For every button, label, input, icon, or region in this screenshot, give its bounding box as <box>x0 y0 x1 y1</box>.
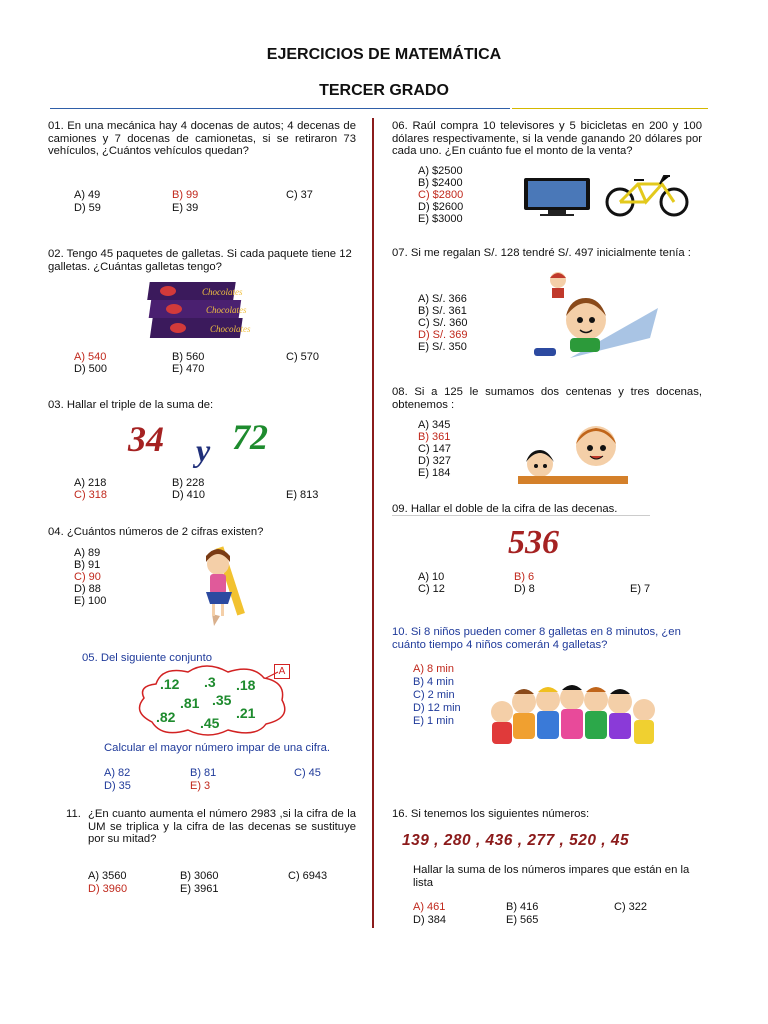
q11-option-d[interactable]: D) 3960 <box>88 883 128 895</box>
q03-option-b[interactable]: B) 228 <box>172 477 205 489</box>
q02-option-c[interactable]: C) 570 <box>286 351 320 363</box>
bicycle-image <box>604 172 692 218</box>
question-11-number: 11. <box>66 808 81 820</box>
q01-option-a[interactable]: A) 49 <box>74 189 101 201</box>
q07-option-e[interactable]: E) S/. 350 <box>418 341 467 353</box>
cookie-boxes-image <box>146 280 250 342</box>
q11-option-e[interactable]: E) 3961 <box>180 883 219 895</box>
q05-option-b[interactable]: B) 81 <box>190 767 217 779</box>
q16-option-c[interactable]: C) 322 <box>614 901 648 913</box>
q09-option-a[interactable]: A) 10 <box>418 571 445 583</box>
q06-option-c[interactable]: C) $2800 <box>418 189 464 201</box>
q02-option-b[interactable]: B) 560 <box>172 351 205 363</box>
q01-option-c[interactable]: C) 37 <box>286 189 313 201</box>
q16-prompt: Hallar la suma de los números impares que están en la lista <box>413 864 690 889</box>
q10-option-c[interactable]: C) 2 min <box>413 689 455 701</box>
set-value-3: .18 <box>236 677 256 693</box>
column-divider <box>372 118 374 928</box>
q09-underline <box>392 515 650 516</box>
q04-option-d[interactable]: D) 88 <box>74 583 101 595</box>
question-02: 02. Tengo 45 paquetes de galletas. Si cada paquete tiene 12 galletas. ¿Cuántas galletas tengo? <box>48 248 352 273</box>
q11-option-a[interactable]: A) 3560 <box>88 870 127 882</box>
header-rule-blue <box>50 108 510 109</box>
set-value-1: .12 <box>160 676 180 692</box>
q09-number: 536 <box>508 524 559 561</box>
question-03: 03. Hallar el triple de la suma de: <box>48 399 214 411</box>
q16-option-a[interactable]: A) 461 <box>413 901 446 913</box>
q05-prompt: Calcular el mayor número impar de una cifra. <box>104 742 331 754</box>
q07-option-b[interactable]: B) S/. 361 <box>418 305 467 317</box>
q10-option-d[interactable]: D) 12 min <box>413 702 461 714</box>
q03-option-d[interactable]: D) 410 <box>172 489 206 501</box>
question-06: 06. Raúl compra 10 televisores y 5 bicicletas en 200 y 100 dólares respectivamente, si la vende ganando 20 dólares por cada uno. ¿En cuánto fue el monto de la venta? <box>392 120 702 157</box>
question-10: 10. Si 8 niños pueden comer 8 galletas en 8 minutos, ¿en cuánto tiempo 4 niños comerán 4 galletas? <box>392 626 681 651</box>
question-01: 01. En una mecánica hay 4 docenas de autos; 4 decenas de camiones y 7 docenas de camionetas, si se retiraron 73 vehículos, ¿Cuántos vehículos quedan? <box>48 120 356 157</box>
q09-option-e[interactable]: E) 7 <box>630 583 651 595</box>
q11-option-b[interactable]: B) 3060 <box>180 870 219 882</box>
set-tag-a: A <box>274 664 290 679</box>
q03-option-c[interactable]: C) 318 <box>74 489 108 501</box>
q16-number-list: 139 , 280 , 436 , 277 , 520 , 45 <box>402 832 630 849</box>
question-08: 08. Si a 125 le sumamos dos centenas y tres docenas, obtenemos : <box>392 386 702 411</box>
children-group-image <box>488 672 666 752</box>
box-label-3: Chocolates <box>210 324 251 334</box>
question-07: 07. Si me regalan S/. 128 tendré S/. 497 inicialmente tenía : <box>392 247 691 259</box>
q08-option-e[interactable]: E) 184 <box>418 467 451 479</box>
question-16: 16. Si tenemos los siguientes números: <box>392 808 590 820</box>
q03-connector: y <box>196 432 211 468</box>
q08-option-d[interactable]: D) 327 <box>418 455 452 467</box>
q05-option-a[interactable]: A) 82 <box>104 767 131 779</box>
q08-option-a[interactable]: A) 345 <box>418 419 451 431</box>
q03-option-e[interactable]: E) 813 <box>286 489 319 501</box>
set-value-8: .45 <box>200 715 220 731</box>
q16-option-b[interactable]: B) 416 <box>506 901 539 913</box>
q16-option-d[interactable]: D) 384 <box>413 914 447 926</box>
q05-option-e[interactable]: E) 3 <box>190 780 211 792</box>
question-11: ¿En cuanto aumenta el número 2983 ,si la cifra de la UM se triplica y la cifra de las decenas se sustituye por su mitad? <box>88 808 356 845</box>
q07-option-c[interactable]: C) S/. 360 <box>418 317 468 329</box>
set-value-5: .35 <box>212 692 232 708</box>
box-label-2: Chocolates <box>206 305 247 315</box>
page-subtitle: TERCER GRADO <box>319 82 449 99</box>
q04-option-e[interactable]: E) 100 <box>74 595 107 607</box>
children-at-desk-image <box>518 422 628 484</box>
television-image <box>522 176 592 218</box>
q09-option-c[interactable]: C) 12 <box>418 583 445 595</box>
set-value-7: .21 <box>236 705 256 721</box>
q02-option-d[interactable]: D) 500 <box>74 363 108 375</box>
q07-option-a[interactable]: A) S/. 366 <box>418 293 467 305</box>
q10-option-a[interactable]: A) 8 min <box>413 663 454 675</box>
q03-number-b: 72 <box>232 417 268 457</box>
boy-sliding-image <box>530 268 660 368</box>
q07-option-d[interactable]: D) S/. 369 <box>418 329 468 341</box>
q10-option-e[interactable]: E) 1 min <box>413 715 454 727</box>
question-05: 05. Del siguiente conjunto <box>82 652 213 664</box>
q10-option-b[interactable]: B) 4 min <box>413 676 454 688</box>
question-09: 09. Hallar el doble de la cifra de las decenas. <box>392 503 618 515</box>
q09-option-d[interactable]: D) 8 <box>514 583 535 595</box>
header-rule-yellow <box>512 108 708 109</box>
q05-option-d[interactable]: D) 35 <box>104 780 131 792</box>
q05-option-c[interactable]: C) 45 <box>294 767 321 779</box>
q04-option-b[interactable]: B) 91 <box>74 559 101 571</box>
q16-option-e[interactable]: E) 565 <box>506 914 539 926</box>
page-title: EJERCICIOS DE MATEMÁTICA <box>266 46 502 63</box>
q08-option-b[interactable]: B) 361 <box>418 431 451 443</box>
q06-option-b[interactable]: B) $2400 <box>418 177 463 189</box>
q08-option-c[interactable]: C) 147 <box>418 443 452 455</box>
q01-option-e[interactable]: E) 39 <box>172 202 199 214</box>
question-04: 04. ¿Cuántos números de 2 cifras existen? <box>48 526 264 538</box>
girl-with-pencil-image <box>196 544 256 628</box>
q04-option-c[interactable]: C) 90 <box>74 571 101 583</box>
q06-option-e[interactable]: E) $3000 <box>418 213 463 225</box>
q04-option-a[interactable]: A) 89 <box>74 547 101 559</box>
q03-option-a[interactable]: A) 218 <box>74 477 107 489</box>
q03-number-a: 34 <box>128 419 164 459</box>
q02-option-a[interactable]: A) 540 <box>74 351 107 363</box>
q06-option-a[interactable]: A) $2500 <box>418 165 463 177</box>
q06-option-d[interactable]: D) $2600 <box>418 201 464 213</box>
set-value-4: .81 <box>180 695 200 711</box>
q01-option-b[interactable]: B) 99 <box>172 189 199 201</box>
set-value-6: .82 <box>156 709 176 725</box>
q09-option-b[interactable]: B) 6 <box>514 571 535 583</box>
q11-option-c[interactable]: C) 6943 <box>288 870 328 882</box>
q02-option-e[interactable]: E) 470 <box>172 363 205 375</box>
q01-option-d[interactable]: D) 59 <box>74 202 101 214</box>
box-label-1: Chocolates <box>202 287 243 297</box>
set-value-2: .3 <box>204 674 216 690</box>
